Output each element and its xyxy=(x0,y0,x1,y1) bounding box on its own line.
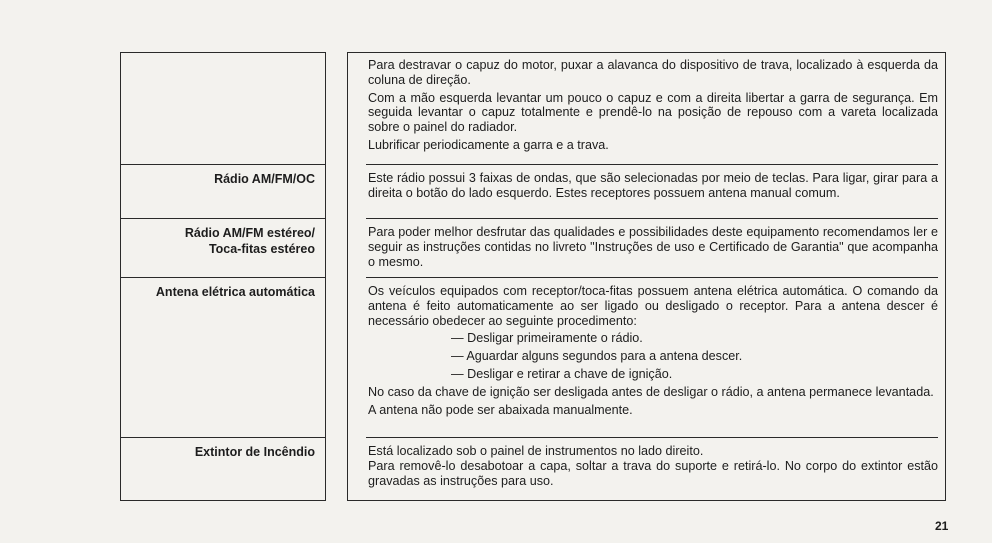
section-divider xyxy=(366,164,938,165)
section-radio-oc xyxy=(368,171,938,204)
section-divider xyxy=(366,437,938,438)
section-divider xyxy=(366,218,938,219)
label-radio-estereo-line2: Toca-fitas estéreo xyxy=(208,242,315,256)
extintor-paragraph-2: Para removê-lo desabotoar a capa, soltar a trava do suporte e retirá-lo. No corpo do extintor estão gravadas as instruções para uso. xyxy=(368,458,938,488)
radio-estereo-paragraph: Para poder melhor desfrutar das qualidades e possibilidades deste equipamento recomendamos ler e seguir as instruções contidas no livreto "Instruções de uso e Certificado de Garantia" que acompanha o mesmo. xyxy=(368,225,938,269)
antena-step-2: — Aguardar alguns segundos para a antena descer. xyxy=(451,349,743,364)
content-column xyxy=(347,52,946,501)
capuz-paragraph-1: Para destravar o capuz do motor, puxar a alavanca do dispositivo de trava, localizado à esquerda da coluna de direção. xyxy=(368,58,938,87)
label-divider xyxy=(121,437,325,438)
label-radio-estereo xyxy=(125,225,315,257)
label-radio-estereo-line1: Rádio AM/FM estéreo/ xyxy=(184,226,315,240)
antena-note: A antena não pode ser abaixada manualmente. xyxy=(368,402,633,417)
label-divider xyxy=(121,218,325,219)
radio-oc-paragraph: Este rádio possui 3 faixas de ondas, que são selecionadas por meio de teclas. Para ligar, girar para a direita o botão do lado esquerdo. Estes receptores possuem antena manual comum. xyxy=(368,171,938,200)
antena-step-3: — Desligar e retirar a chave de ignição. xyxy=(451,366,673,381)
label-radio-am-fm-oc: Rádio AM/FM/OC xyxy=(214,172,315,186)
section-radio-estereo xyxy=(368,225,938,272)
antena-step-1: — Desligar primeiramente o rádio. xyxy=(451,331,643,346)
antena-paragraph-2: No caso da chave de ignição ser desligada antes de desligar o rádio, a antena permanece levantada. xyxy=(368,384,934,399)
section-antena xyxy=(368,284,938,420)
section-capuz xyxy=(368,58,938,156)
label-divider xyxy=(121,164,325,165)
label-column xyxy=(120,52,326,501)
label-antena: Antena elétrica automática xyxy=(155,285,315,299)
capuz-paragraph-2: Com a mão esquerda levantar um pouco o capuz e com a direita libertar a garra de segurança. Em seguida levantar o capuz totalmente e prendê-lo na posição de repouso com a vareta localizada sobre o painel do radiador. xyxy=(368,90,938,135)
extintor-paragraph-1: Está localizado sob o painel de instrumentos no lado direito. xyxy=(368,444,704,458)
label-extintor: Extintor de Incêndio xyxy=(194,445,315,459)
label-divider xyxy=(121,277,325,278)
antena-paragraph-1: Os veículos equipados com receptor/toca-fitas possuem antena elétrica automática. O comando da antena é feito automaticamente ao ser ligado ou desligado o receptor. Para a antena descer é necessário obedecer ao seguinte procedimento: xyxy=(368,284,938,328)
capuz-paragraph-3: Lubrificar periodicamente a garra e a trava. xyxy=(368,137,609,152)
section-divider xyxy=(366,277,938,278)
section-extintor xyxy=(368,444,938,491)
page-number: 21 xyxy=(935,519,949,533)
